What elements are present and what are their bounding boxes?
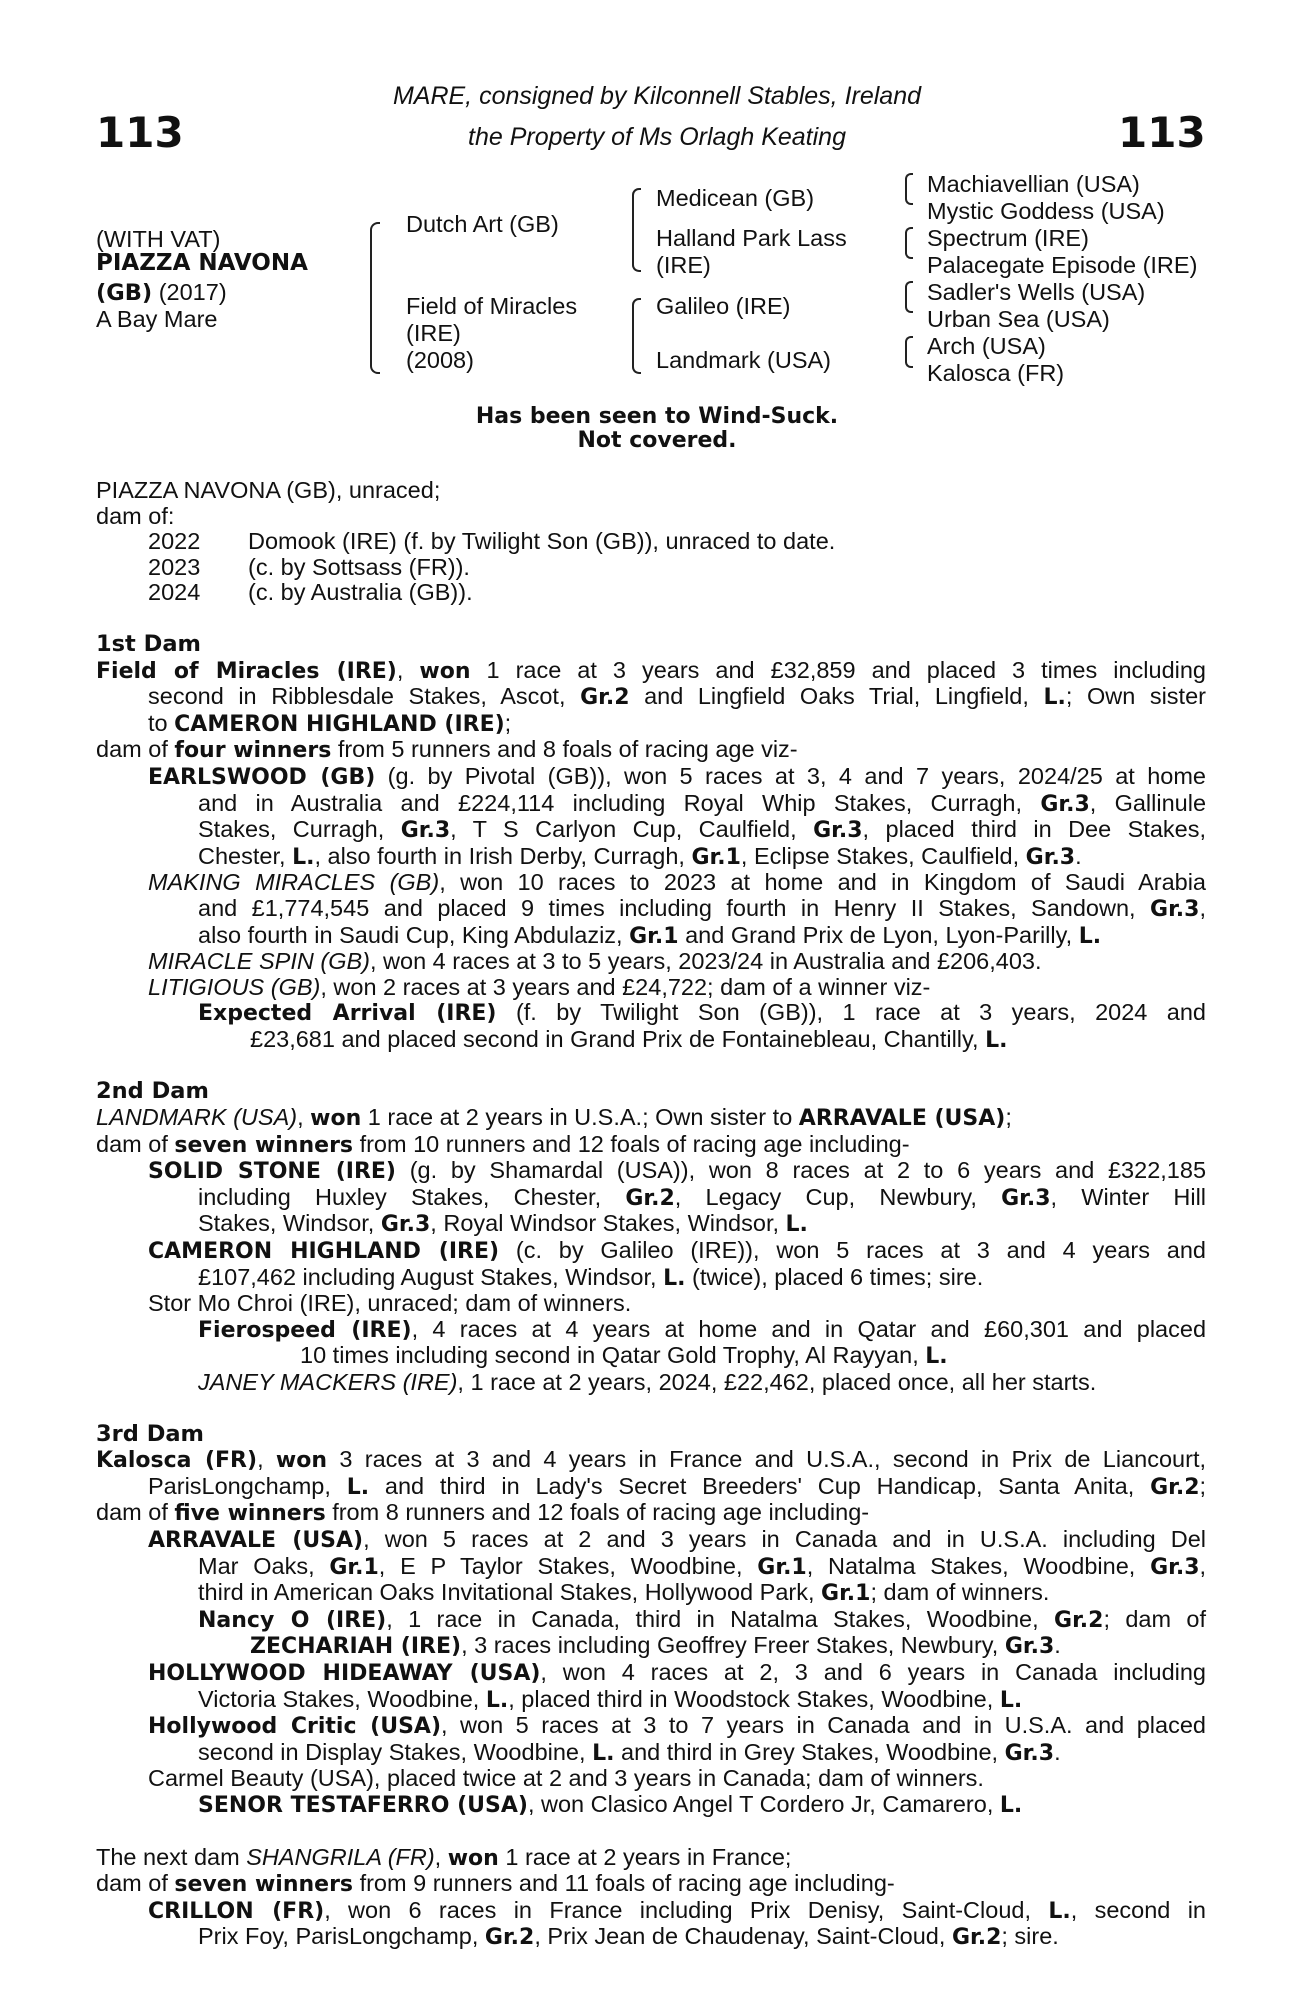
text: , placed third in Woodstock Stakes, Woodbine, xyxy=(508,1685,994,1712)
pedigree-dam-sire: Galileo (IRE) xyxy=(656,293,791,319)
produce-text: (c. by Australia (GB)). xyxy=(248,579,473,606)
won-label: won xyxy=(447,1845,499,1871)
progeny-line xyxy=(96,817,1206,844)
horse-name: Expected Arrival (IRE) xyxy=(198,1001,497,1027)
horse-name: HOLLYWOOD HIDEAWAY (USA) xyxy=(148,1660,541,1686)
grade: L. xyxy=(1048,1898,1071,1924)
brace-sire xyxy=(632,188,641,272)
brace-dam xyxy=(632,298,641,374)
text: and £1,774,545 and placed 9 times including fourth in Henry II Stakes, Sandown, xyxy=(198,894,1136,921)
text: , T S Carlyon Cup, Caulfield, xyxy=(450,816,797,843)
progeny-line xyxy=(96,1924,1206,1951)
text: ParisLongchamp, xyxy=(148,1472,331,1499)
text: (twice), placed 6 times; sire. xyxy=(692,1263,984,1290)
progeny-line xyxy=(96,1792,1206,1819)
progeny-line xyxy=(96,1687,1206,1714)
horse-year: (2017) xyxy=(158,279,227,305)
grade: L. xyxy=(346,1474,370,1500)
text: ; Own sister xyxy=(1065,683,1206,710)
grade: Gr.2 xyxy=(951,1925,1002,1951)
text: Victoria Stakes, Woodbine, xyxy=(198,1685,480,1712)
winners-count: seven winners xyxy=(174,1872,354,1898)
pedigree-g5: Sadler's Wells (USA) xyxy=(927,279,1146,305)
progeny-line xyxy=(96,896,1206,923)
dam-name: Field of Miracles (IRE) xyxy=(96,658,397,684)
text: , placed third in Dee Stakes, xyxy=(862,816,1206,843)
brace-g2 xyxy=(905,227,913,259)
progeny-line xyxy=(96,1000,1206,1027)
produce-year: 2022 xyxy=(148,528,201,555)
progeny-line xyxy=(96,1660,1206,1687)
pedigree-g1: Machiavellian (USA) xyxy=(927,171,1140,197)
grade: Gr.2 xyxy=(625,1185,675,1211)
text: , Gallinule xyxy=(1089,789,1207,816)
text: , also fourth in Irish Derby, Curragh, xyxy=(314,842,685,869)
grade: Gr.3 xyxy=(1025,844,1076,870)
grade: L. xyxy=(925,1344,948,1370)
horse-name: LITIGIOUS (GB) xyxy=(148,973,321,1000)
produce-text: Domook (IRE) (f. by Twilight Son (GB)), unraced to date. xyxy=(248,528,836,555)
horse-name: SENOR TESTAFERRO (USA) xyxy=(198,1792,528,1818)
horse-name: ZECHARIAH (IRE) xyxy=(250,1634,462,1660)
text: , Eclipse Stakes, Caulfield, xyxy=(740,842,1020,869)
text: and Lingfield Oaks Trial, Lingfield, xyxy=(644,683,1029,710)
grade: Gr.2 xyxy=(1150,1474,1200,1500)
first-dam-heading: 1st Dam xyxy=(96,630,201,657)
progeny-line xyxy=(96,1158,1206,1185)
horse-name: ARRAVALE (USA) xyxy=(798,1106,1006,1132)
vat-label: (WITH VAT) xyxy=(96,226,221,252)
grade: Gr.1 xyxy=(691,844,741,870)
text: . xyxy=(1054,1738,1061,1765)
horse-name: JANEY MACKERS (IRE) xyxy=(198,1369,458,1395)
property-line: the Property of Ms Orlagh Keating xyxy=(468,123,846,151)
text: dam of xyxy=(96,1130,168,1157)
progeny-line xyxy=(96,1343,1206,1370)
progeny-line xyxy=(96,1740,1206,1767)
text: (f. by Twilight Son (GB)), 1 race at 3 years, 2024 and xyxy=(515,999,1206,1026)
text: , Legacy Cup, Newbury, xyxy=(674,1183,977,1210)
text: from 5 runners and 8 foals of racing age viz- xyxy=(337,736,798,763)
pedigree-dam-line2: (IRE) xyxy=(406,320,461,346)
lot-number-right: 113 xyxy=(1118,108,1206,157)
progeny-line xyxy=(96,1554,1206,1581)
pedigree-g3: Spectrum (IRE) xyxy=(927,225,1089,251)
progeny-line xyxy=(96,791,1206,818)
text: Mar Oaks, xyxy=(198,1552,315,1579)
warning-line1: Has been seen to Wind-Suck. xyxy=(475,404,839,429)
grade: L. xyxy=(485,1687,509,1713)
pedigree-dam-line3: (2008) xyxy=(406,347,474,373)
brace-g4 xyxy=(905,336,913,368)
grade: L. xyxy=(785,1212,808,1238)
horse-name: SOLID STONE (IRE) xyxy=(148,1159,396,1185)
progeny-line: Stor Mo Chroi (IRE), unraced; dam of winners. xyxy=(148,1290,632,1317)
progeny-line xyxy=(96,1265,1206,1292)
grade: Gr.1 xyxy=(329,1554,379,1580)
text: including Huxley Stakes, Chester, xyxy=(198,1183,602,1210)
text: , E P Taylor Stakes, Woodbine, xyxy=(378,1552,743,1579)
pedigree-sire: Dutch Art (GB) xyxy=(406,211,559,237)
text: Prix Foy, ParisLongchamp, xyxy=(198,1923,479,1950)
brace-main xyxy=(370,222,380,374)
pedigree-sire-dam-line1: Halland Park Lass xyxy=(656,225,847,251)
progeny-line xyxy=(96,764,1206,791)
next-dam-line xyxy=(96,1845,1206,1872)
produce-year: 2023 xyxy=(148,553,201,580)
text: , won Clasico Angel T Cordero Jr, Camarero, xyxy=(527,1790,994,1817)
lot-number-left: 113 xyxy=(96,108,184,157)
text: , xyxy=(1199,1552,1207,1579)
produce-dam-of: dam of: xyxy=(96,502,175,529)
text: , won 5 races at 3 to 7 years in Canada and in U.S.A. and placed xyxy=(441,1712,1206,1739)
progeny-line xyxy=(96,870,1206,896)
horse-name: Hollywood Critic (USA) xyxy=(148,1714,441,1740)
progeny-line xyxy=(96,844,1206,871)
horse-name: CRILLON (FR) xyxy=(148,1898,325,1924)
horse-name: PIAZZA NAVONA xyxy=(96,250,308,276)
grade: Gr.3 xyxy=(1001,1185,1051,1211)
text: (g. by Pivotal (GB)), won 5 races at 3, 4 and 7 years, 2024/25 at home xyxy=(387,762,1206,789)
text: , won 10 races to 2023 at home and in Kingdom of Saudi Arabia xyxy=(439,869,1206,896)
text: , xyxy=(297,1104,304,1131)
progeny-line xyxy=(96,1370,1206,1396)
text: 10 times including second in Qatar Gold Trophy, Al Rayyan, xyxy=(300,1342,919,1369)
horse-name: EARLSWOOD (GB) xyxy=(148,764,376,790)
produce-row xyxy=(96,529,1206,555)
dam-name: LANDMARK (USA) xyxy=(96,1104,298,1131)
text: 1 race at 3 years and £32,859 and placed 3 times including xyxy=(486,656,1207,683)
progeny-line xyxy=(96,1527,1206,1554)
grade: Gr.3 xyxy=(380,1212,431,1238)
grade: L. xyxy=(999,1792,1023,1818)
winners-count: four winners xyxy=(174,738,332,764)
grade: Gr.2 xyxy=(1054,1607,1104,1633)
pedigree-g6: Urban Sea (USA) xyxy=(927,306,1110,332)
text: , won 4 races at 3 to 5 years, 2023/24 in Australia and £206,403. xyxy=(369,948,1042,975)
progeny-line xyxy=(96,1898,1206,1925)
horse-country-year xyxy=(96,279,227,307)
text: , 3 races including Geoffrey Freer Stakes, Newbury, xyxy=(461,1632,999,1659)
grade: Gr.3 xyxy=(1150,896,1200,922)
text: third in American Oaks Invitational Stakes, Hollywood Park, xyxy=(198,1579,815,1606)
progeny-line xyxy=(96,1238,1206,1265)
text: and Grand Prix de Lyon, Lyon-Parilly, xyxy=(685,921,1073,948)
text: and third in Lady's Secret Breeders' Cup Handicap, Santa Anita, xyxy=(384,1472,1135,1499)
horse-description: A Bay Mare xyxy=(96,306,218,332)
grade: Gr.3 xyxy=(1040,791,1090,817)
text: ; xyxy=(1199,1472,1207,1499)
progeny-line xyxy=(96,1633,1206,1660)
text: , xyxy=(257,1446,264,1473)
text: second in Ribblesdale Stakes, Ascot, xyxy=(148,683,566,710)
text: , xyxy=(1199,894,1206,921)
won-label: won xyxy=(310,1106,362,1132)
first-dam-line: Field of Miracles (IRE), won 1 race at 3 years and £32,859 and placed 3 times including xyxy=(96,656,1207,684)
text: also fourth in Saudi Cup, King Abdulaziz, xyxy=(198,921,623,948)
first-dam-line xyxy=(96,684,1206,711)
grade: Gr.3 xyxy=(813,818,863,844)
text: , won 5 races at 2 and 3 years in Canada and in U.S.A. including Del xyxy=(363,1525,1206,1552)
grade: L. xyxy=(1078,923,1102,949)
grade: Gr.3 xyxy=(1004,1740,1055,1766)
text: 1 race at 2 years in France; xyxy=(505,1843,792,1870)
grade: Gr.3 xyxy=(1004,1634,1055,1660)
second-dam-line xyxy=(96,1132,1206,1159)
grade: Gr.3 xyxy=(400,818,451,844)
winners-count: five winners xyxy=(174,1501,326,1527)
progeny-line: Carmel Beauty (USA), placed twice at 2 and 3 years in Canada; dam of winners. xyxy=(148,1765,984,1792)
pedigree-g8: Kalosca (FR) xyxy=(927,360,1065,386)
text: . xyxy=(1075,842,1082,869)
progeny-line xyxy=(96,923,1206,950)
third-dam-line xyxy=(96,1474,1206,1501)
produce-row xyxy=(96,555,1206,581)
progeny-line xyxy=(96,1607,1206,1634)
won-label: won xyxy=(275,1448,328,1474)
text: , Prix Jean de Chaudenay, Saint-Cloud, xyxy=(534,1923,946,1950)
text: , 1 race at 2 years, 2024, £22,462, placed once, all her starts. xyxy=(457,1369,1097,1395)
horse-name: ARRAVALE (USA) xyxy=(148,1527,364,1553)
text: from 8 runners and 12 foals of racing age including- xyxy=(332,1499,870,1526)
grade: L. xyxy=(999,1687,1023,1713)
next-dam-line xyxy=(96,1871,1206,1898)
pedigree-dam-dam: Landmark (USA) xyxy=(656,347,831,373)
grade: L. xyxy=(292,844,315,870)
horse-country: (GB) xyxy=(96,280,153,306)
text: dam of xyxy=(96,736,168,763)
grade: Gr.2 xyxy=(484,1925,535,1951)
horse-name: MIRACLE SPIN (GB) xyxy=(148,948,370,975)
pedigree-dam-line1: Field of Miracles xyxy=(406,293,578,319)
progeny-line xyxy=(96,1317,1206,1344)
text: , won 2 races at 3 years and £24,722; dam of a winner viz- xyxy=(320,973,931,1000)
brace-g1 xyxy=(905,173,913,205)
produce-year: 2024 xyxy=(148,579,201,606)
grade: Gr.1 xyxy=(629,923,679,949)
horse-name: MAKING MIRACLES (GB) xyxy=(148,869,440,896)
pedigree-sire-dam-line2: (IRE) xyxy=(656,252,711,278)
text: £23,681 and placed second in Grand Prix de Fontainebleau, Chantilly, xyxy=(250,1025,979,1052)
grade: Gr.1 xyxy=(757,1554,807,1580)
horse-name: Nancy O (IRE) xyxy=(198,1607,387,1633)
pedigree-g2: Mystic Goddess (USA) xyxy=(927,198,1165,224)
text: ; xyxy=(504,709,512,736)
text: , Winter Hill xyxy=(1050,1183,1207,1210)
dam-name: Kalosca (FR) xyxy=(96,1448,258,1474)
text: and in Australia and £224,114 including Royal Whip Stakes, Curragh, xyxy=(198,789,1022,816)
text: , xyxy=(434,1843,442,1870)
grade: Gr.3 xyxy=(1150,1554,1200,1580)
progeny-line xyxy=(96,1713,1206,1740)
horse-name: Fierospeed (IRE) xyxy=(198,1317,412,1343)
dam-name: SHANGRILA (FR) xyxy=(246,1843,435,1870)
text: . xyxy=(1054,1632,1061,1659)
text: £107,462 including August Stakes, Windsor, xyxy=(198,1263,657,1290)
catalogue-body xyxy=(96,478,1206,1951)
progeny-line xyxy=(96,1580,1206,1607)
consignor-line: MARE, consigned by Kilconnell Stables, Ireland xyxy=(392,82,922,110)
progeny-line xyxy=(96,1027,1206,1054)
grade: Gr.2 xyxy=(580,685,630,711)
grade: L. xyxy=(985,1027,1008,1053)
text: from 10 runners and 12 foals of racing age including- xyxy=(359,1130,910,1157)
text: Stakes, Curragh, xyxy=(198,816,385,843)
text: Chester, xyxy=(198,842,286,869)
second-dam-line xyxy=(96,1105,1206,1132)
pedigree-g7: Arch (USA) xyxy=(927,333,1046,359)
pedigree-sire-sire: Medicean (GB) xyxy=(656,185,815,211)
grade: L. xyxy=(663,1265,686,1291)
progeny-line xyxy=(96,1211,1206,1238)
horse-name: CAMERON HIGHLAND (IRE) xyxy=(148,1239,500,1265)
text: , 1 race in Canada, third in Natalma Stakes, Woodbine, xyxy=(386,1605,1039,1632)
text: 1 race at 2 years in U.S.A.; Own sister to xyxy=(367,1104,793,1131)
pedigree-g4: Palacegate Episode (IRE) xyxy=(927,252,1198,278)
grade: L. xyxy=(1043,685,1066,711)
progeny-line xyxy=(96,949,1206,975)
grade: Gr.1 xyxy=(821,1581,871,1607)
text: dam of xyxy=(96,1870,168,1897)
text: second in Display Stakes, Woodbine, xyxy=(198,1738,586,1765)
produce-intro: PIAZZA NAVONA (GB), unraced; xyxy=(96,477,441,503)
text: Stakes, Windsor, xyxy=(198,1210,375,1237)
warning-line2: Not covered. xyxy=(577,428,737,453)
text: , Natalma Stakes, Woodbine, xyxy=(806,1552,1136,1579)
text: from 9 runners and 11 foals of racing age including- xyxy=(359,1870,895,1897)
text: , won 6 races in France including Prix Denisy, Saint-Cloud, xyxy=(324,1896,1031,1923)
third-dam-heading: 3rd Dam xyxy=(96,1420,204,1447)
text: , Royal Windsor Stakes, Windsor, xyxy=(430,1210,779,1237)
text: (g. by Shamardal (USA)), won 8 races at 2 to 6 years and £322,185 xyxy=(409,1157,1207,1184)
produce-row xyxy=(96,580,1206,606)
text: The next dam xyxy=(96,1843,240,1870)
third-dam-line xyxy=(96,1500,1206,1527)
text: dam of xyxy=(96,1499,168,1526)
text: ; dam of winners. xyxy=(870,1579,1050,1606)
text: , second in xyxy=(1070,1896,1207,1923)
text: ; xyxy=(1005,1104,1012,1131)
text: and third in Grey Stakes, Woodbine, xyxy=(621,1738,999,1765)
grade: L. xyxy=(592,1740,615,1766)
text: 3 races at 3 and 4 years in France and U.S.A., second in Prix de Liancourt, xyxy=(339,1446,1207,1473)
won-label: won xyxy=(419,658,471,684)
first-dam-line xyxy=(96,711,1206,738)
progeny-line xyxy=(96,975,1206,1001)
winners-count: seven winners xyxy=(174,1132,354,1158)
brace-g3 xyxy=(905,281,913,313)
text: to xyxy=(148,709,168,736)
third-dam-line xyxy=(96,1447,1206,1474)
text: ; dam of xyxy=(1103,1605,1206,1632)
text: , 4 races at 4 years at home and in Qatar and £60,301 and placed xyxy=(411,1315,1207,1342)
text: ; sire. xyxy=(1001,1923,1059,1950)
horse-name: CAMERON HIGHLAND (IRE) xyxy=(174,711,505,737)
produce-text: (c. by Sottsass (FR)). xyxy=(248,553,470,580)
first-dam-line xyxy=(96,737,1206,764)
text: , won 4 races at 2, 3 and 6 years in Canada including xyxy=(540,1658,1206,1685)
text: (c. by Galileo (IRE)), won 5 races at 3 and 4 years and xyxy=(515,1237,1207,1264)
second-dam-heading: 2nd Dam xyxy=(96,1078,209,1105)
progeny-line xyxy=(96,1185,1206,1212)
